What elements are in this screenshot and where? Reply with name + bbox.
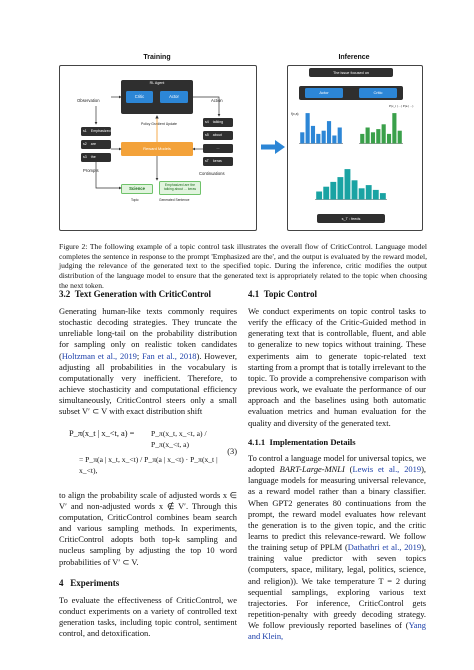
continuation-token-1-word: talking [212, 119, 224, 124]
training-title: Training [143, 54, 171, 61]
output-token-box: s_T : feeds [317, 214, 385, 223]
chart-bar [323, 187, 329, 200]
fx-label: f(x,a) [291, 112, 299, 116]
section-4-1-number: 4.1 [248, 289, 260, 299]
prompt-token-3-word: the [90, 154, 96, 159]
actor-distribution-chart [299, 110, 343, 144]
paragraph-experiments: To evaluate the effectiveness of CriticControl, we conduct experiments on a variety of controlled text generation tasks, including topic control, sentiment control, and detoxification. [59, 594, 237, 639]
observation-label: Observation [77, 98, 100, 103]
chart-bar [327, 121, 331, 143]
section-3-2-number: 3.2 [59, 289, 71, 299]
citation-fan[interactable]: Fan et al., 2018 [142, 350, 197, 361]
section-4-1-title: Topic Control [263, 289, 318, 299]
section-4-number: 4 [59, 577, 64, 588]
citation-holtzman[interactable]: Holtzman et al., 2019 [61, 350, 137, 361]
reward-models-box: Reward Models [121, 142, 193, 156]
chart-bar [316, 134, 320, 144]
generated-sentence-label: Generated Sentence [159, 198, 190, 202]
continuation-token-1 [203, 118, 233, 127]
prompt-token-2 [81, 140, 111, 149]
chart-bar [300, 132, 304, 143]
chart-bar [352, 180, 358, 199]
continuation-token-2-sym: s5 [205, 132, 209, 137]
rl-agent-label: RL Agent [149, 81, 165, 85]
paragraph-alignment: to align the probability scale of adjusted words x ∈ V′ and non-adjusted words x ∉ V′. Through this computation, CriticControl combines beam search and various sampling methods. In experiments, CriticControl adopts both top-k sampling and nucleus sampling by adjusting the top 10 word probabilities of V′ ⊂ V. [59, 489, 237, 567]
inference-input-box: The issue focused on [309, 68, 393, 77]
continuation-token-2-word: about [212, 132, 222, 137]
inference-critic-box: Critic [359, 88, 397, 98]
text-span: Generating human-like texts commonly requires stochastic decoding strategies. They truncate the unreliable long-tail on the probability distribution for sampling only on realistic token candidates ( [59, 306, 237, 361]
chart-bar [380, 193, 386, 199]
section-4-1-heading [248, 289, 426, 300]
chart-bar [306, 113, 310, 143]
prompt-token-3 [81, 153, 111, 162]
figure-2 [59, 54, 427, 232]
chart-bar [345, 169, 351, 199]
equation-line-1: P_π(x_t, x_<t, a) / P_π(x_<t, a) [151, 428, 207, 449]
prompt-token-1-sym: s1 [83, 128, 87, 133]
section-4-1-1-title: Implementation Details [269, 436, 356, 447]
inference-actor-box: Actor [305, 88, 343, 98]
chart-bar [316, 192, 322, 200]
actor-box: Actor [160, 91, 188, 103]
equation-number: (3) [227, 446, 237, 456]
prompts-label: Prompts [83, 168, 99, 173]
prompt-token-2-word: are [90, 141, 96, 146]
chart-bar [398, 131, 402, 144]
chart-bar [387, 134, 391, 144]
continuation-token-1-sym: s4 [205, 119, 209, 124]
continuation-token-3-sym: ... [216, 145, 220, 150]
section-3-2-title: Text Generation with CriticControl [74, 289, 211, 299]
chart-bar [359, 188, 365, 199]
chart-bar [366, 128, 370, 144]
chart-bar [360, 134, 364, 144]
paragraph-implementation [248, 453, 426, 643]
continuation-token-4 [203, 157, 233, 166]
prompt-token-1-word: Emphasized [90, 128, 111, 133]
citation-dathathri[interactable]: Dathathri et al., 2019 [347, 542, 422, 553]
section-3-2-heading [59, 289, 237, 300]
prompt-token-2-sym: s2 [83, 141, 87, 146]
generated-sentence-box: Emphasized are the talking about ... keras [159, 181, 201, 195]
chart-bar [392, 113, 396, 143]
text-span: ). However, adjusting all probabilities in the vocabulary is computationally very inefficient. Therefore, to achieve stochasticity and computational efficiency simultaneously, CriticControl steers only a small subset V′ ⊂ V with exact distribution shift [59, 350, 237, 417]
critic-score-label: P(x_t | ...) P(a | ...) [389, 104, 414, 108]
right-column [248, 289, 426, 643]
model-name: BART-Large-MNLI [279, 464, 345, 475]
section-4-title: Experiments [70, 577, 120, 588]
action-label: Action [211, 98, 223, 103]
chart-bar [338, 128, 342, 144]
critic-box: Critic [126, 91, 153, 103]
chart-bar [332, 136, 336, 144]
equation-lhs: P_π(x_t | x_<t, a) = [69, 428, 135, 438]
prompt-token-3-sym: s3 [83, 154, 87, 159]
topic-label: Topic [131, 198, 139, 202]
chart-bar [371, 132, 375, 143]
figure-caption: Figure 2: The following example of a topic control task illustrates the overall flow of CriticControl. Language model completes the sentence in response to the prompt 'Emphasized are the', and the output is evaluated by the reward model, judging the relevance of the generated text to the specified topic. During the inference, critic modifies the output distribution of the language model to ensure that the generated text is appropriately related to the topic when choosing the next token. [59, 242, 427, 290]
text-span: ( [344, 464, 353, 475]
chart-bar [330, 182, 336, 200]
text-span: To control a language model for universal topics, we adopted [248, 452, 426, 475]
citation-lewis[interactable]: Lewis et al., 2019 [352, 464, 422, 475]
section-4-1-1-number: 4.1.1 [248, 436, 266, 447]
chart-bar [322, 131, 326, 144]
text-span: ), training value predictor with seven topics (computers, space, military, legal, politics, science, and religion)). We take temperature T = 2 during sequential samplings, exploring various text trajectories. For inference, CriticControl gets repetition-penalty with greedy decoding strategy. We follow previously reported baselines of ( [248, 542, 426, 631]
continuations-label: Continuations [199, 171, 225, 176]
paragraph-decoding [59, 306, 237, 418]
output-distribution-chart [315, 166, 387, 200]
continuation-token-4-word: keras [213, 158, 222, 163]
equation-3 [59, 424, 237, 484]
left-column [59, 289, 237, 639]
policy-gradient-label: Policy Gradient Update [141, 122, 177, 126]
section-4-heading [59, 578, 237, 589]
citation-yang-klein[interactable]: Yang and Klein, [248, 620, 426, 642]
paragraph-topic-control: We conduct experiments on topic control tasks to verify the efficacy of the Critic-Guided method in generating text that is controllable, fluent, and able to generalize to new topics without training. These experiments aim to generate topic-related text starting from a prompt that is totally irrelevant to the topic. To provide a comprehensive comparison with previous work, we evaluate the performance of our approach and the baselines using both automatic evaluation metrics and human evaluation for the quality and diversity of the generated text. [248, 306, 426, 428]
chart-bar [373, 190, 379, 200]
prompt-token-1 [81, 127, 111, 136]
chart-bar [382, 124, 386, 143]
topic-science-box: Science [121, 184, 153, 194]
chart-bar [376, 129, 380, 143]
critic-distribution-chart [359, 110, 403, 144]
chart-bar [311, 126, 315, 144]
text-span: ), language models for measuring universal relevance, as a reward model rather than a binary classifier. When GPT2 generates 80 continuations from the prompt, the reward model evaluates how relevant the generation is to the given topic, and the critic learns to predict this relevance-reward. We follow the training setup of PPLM ( [248, 464, 426, 553]
continuation-token-3 [203, 144, 233, 153]
equation-line-2: = P_π(a | x_t, x_<t) / P_π(a | x_<t) · P_π(x_t | x_<t), [79, 454, 218, 475]
section-4-1-1-heading [248, 437, 426, 448]
continuation-token-4-sym: sT [205, 158, 209, 163]
chart-bar [337, 177, 343, 199]
continuation-token-2 [203, 131, 233, 140]
inference-title: Inference [338, 54, 370, 61]
text-span: ; [136, 350, 143, 361]
chart-bar [366, 185, 372, 199]
